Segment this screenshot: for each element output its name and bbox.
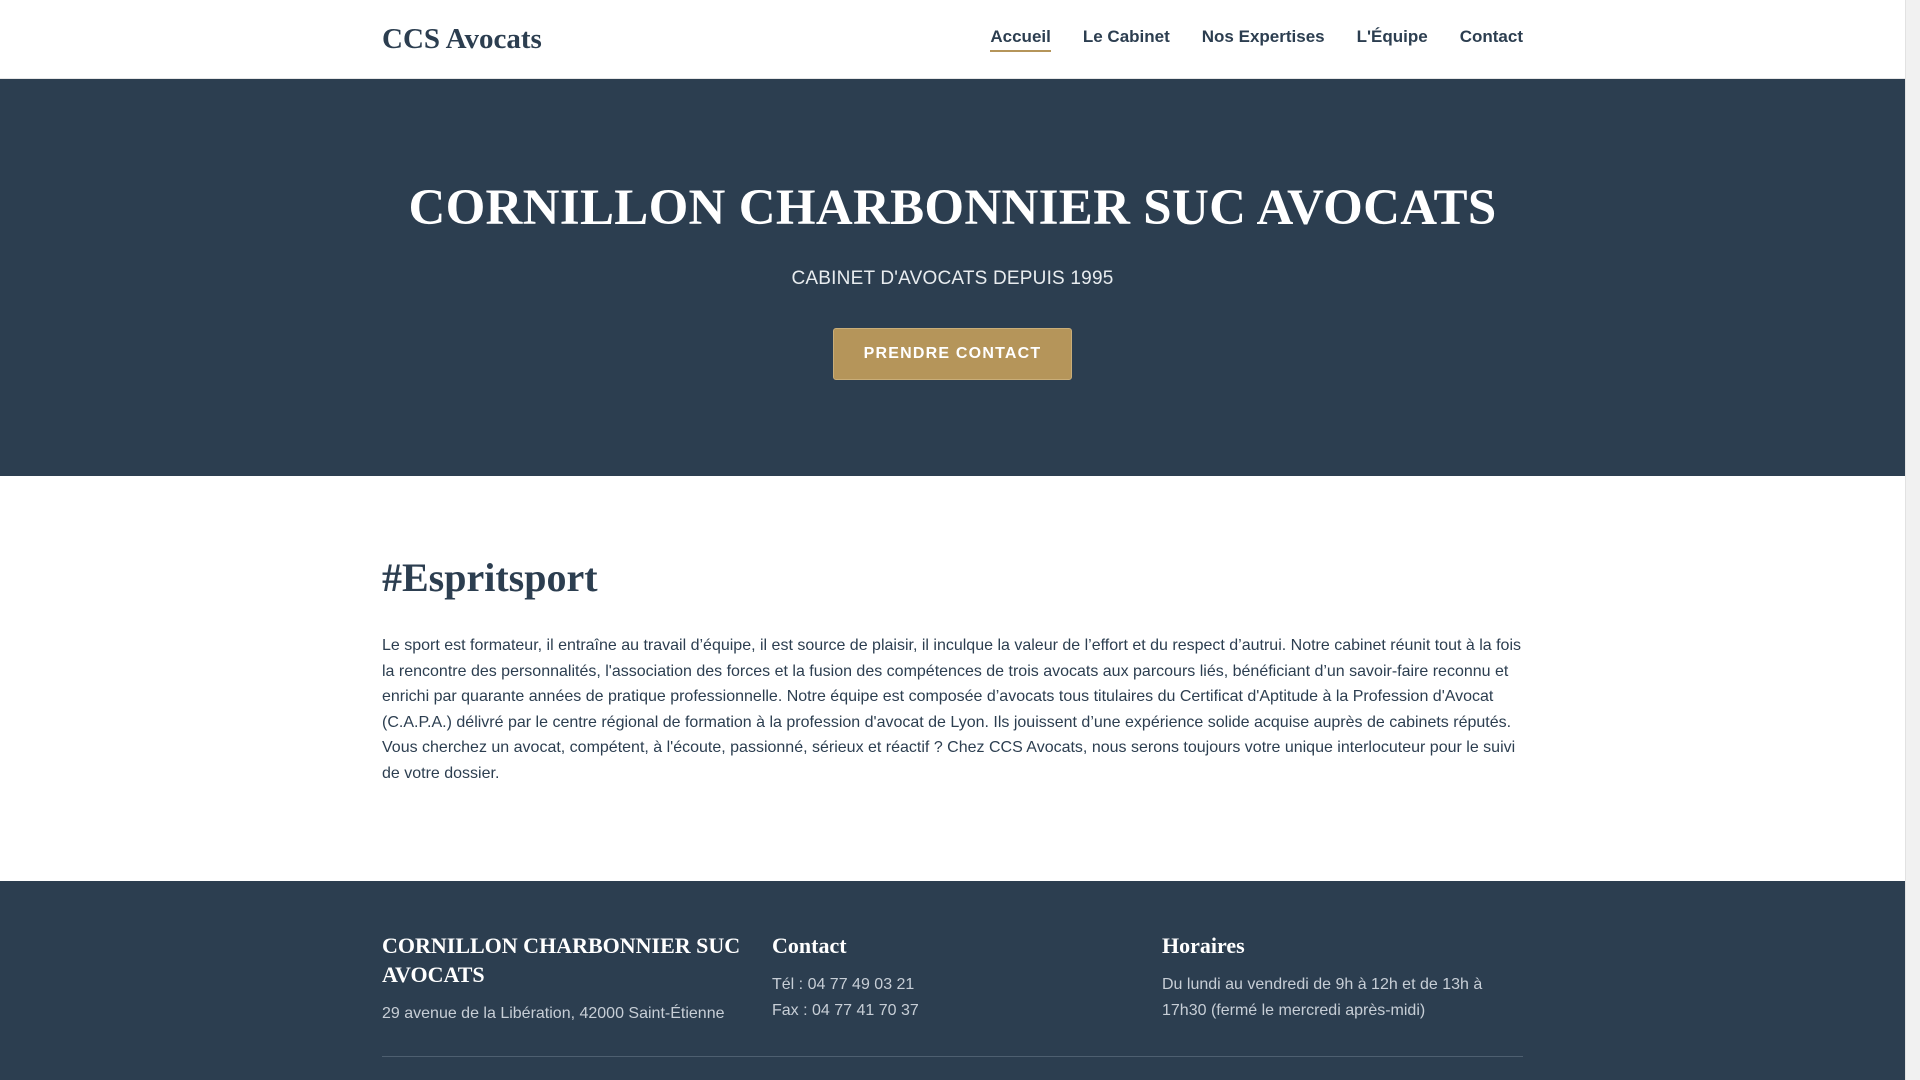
prendre-contact-button[interactable]: PRENDRE CONTACT [833,328,1072,380]
footer-contact-heading: Contact [772,933,847,958]
main-container [382,476,1523,787]
main-section [0,476,1905,881]
footer-address: 29 avenue de la Libération, 42000 Saint-Étienne [382,1005,725,1022]
footer-firm-heading: CORNILLON CHARBONNIER SUC AVOCATS [382,933,741,987]
footer-tel[interactable]: Tél : 04 77 49 03 21 [772,976,915,993]
nav-item-accueil[interactable]: Accueil [990,27,1050,52]
page-scrollbar[interactable] [1905,0,1920,1080]
hero-subtitle: CABINET D'AVOCATS DEPUIS 1995 [791,268,1114,289]
nav-item-nos-expertises[interactable]: Nos Expertises [1201,27,1325,46]
footer-fax: Fax : 04 77 41 70 37 [772,1002,919,1019]
hero-section [0,79,1905,476]
section-title: #Espritsport [382,555,598,600]
site-footer [0,881,1905,1080]
footer-col-hours [1162,931,1523,1027]
brand-logo-link[interactable]: CCS Avocats [382,23,542,55]
footer-divider [382,1056,1523,1057]
footer-container [382,881,1523,1080]
site-header [0,0,1905,79]
main-nav [990,27,1523,52]
hero-title: CORNILLON CHARBONNIER SUC AVOCATS [408,180,1497,236]
nav-item-contact[interactable]: Contact [1459,27,1523,46]
footer-hours-text: Du lundi au vendredi de 9h à 12h et de 13h à 17h30 (fermé le mercredi après-midi) [1162,976,1483,1019]
section-paragraph: Le sport est formateur, il entraîne au travail d’équipe, il est source de plaisir, il inculque la valeur de l’effort et du respect d’autrui. Notre cabinet réunit tout à la fois la rencontre des personnalités, l'association des forces et la fusion des compétences de trois avocats aux parcours liés, bénéficiant d’un savoir-faire reconnu et enrichi par quarante années de pratique professionnelle. Notre équipe est composée d’avocats tous titulaires du Certificat d'Aptitude à la Profession d'Avocat (C.A.P.A.) délivré par le centre régional de formation à la profession d'avocat de Lyon. Ils jouissent d’une expérience solide acquise auprès de cabinets réputés. Vous cherchez un avocat, compétent, à l'écoute, passionné, sérieux et réactif ? Chez CCS Avocats, nous serons toujours votre unique interlocuteur pour le suivi de votre dossier. [382,637,1521,782]
nav-item-le-cabinet[interactable]: Le Cabinet [1082,27,1170,46]
footer-col-firm [382,931,772,1027]
footer-columns [382,931,1523,1027]
nav-item-equipe[interactable]: L'Équipe [1356,27,1428,46]
footer-hours-heading: Horaires [1162,933,1245,958]
footer-col-contact [772,931,1162,1027]
header-container [382,0,1523,79]
